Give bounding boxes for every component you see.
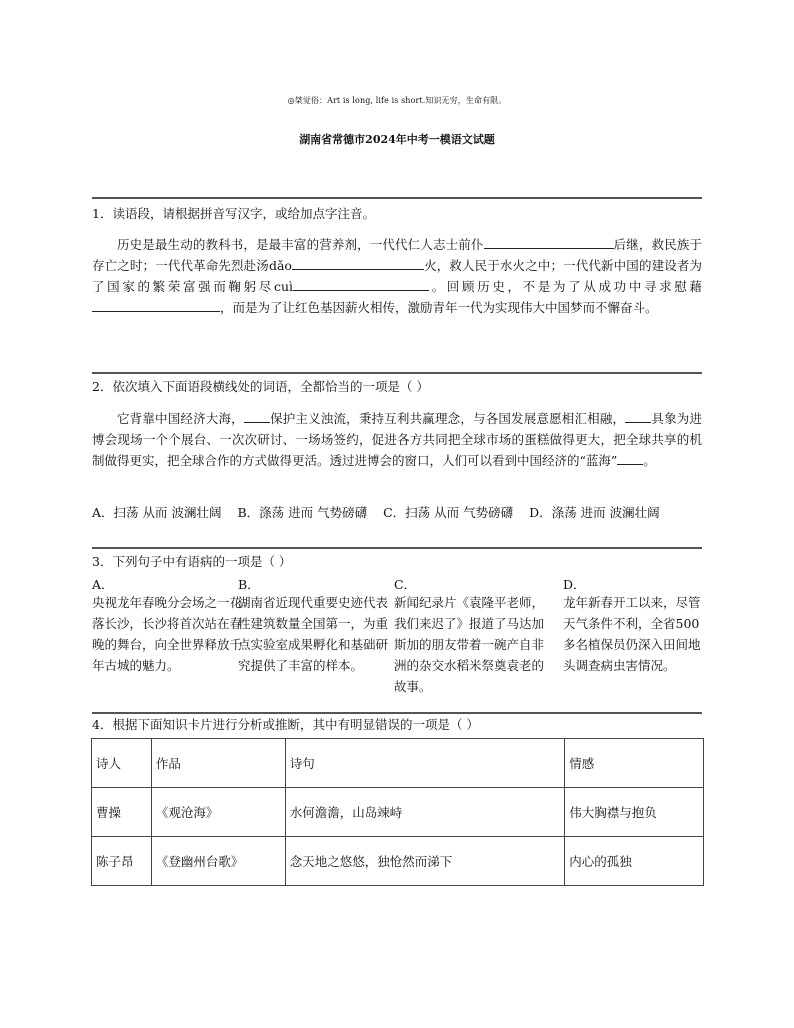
page-title: 湖南省常德市2024年中考一模语文试题 (299, 133, 495, 146)
q2-blank-2[interactable] (625, 408, 651, 423)
q1-text-5: ，而是为了让红色基因薪火相传，激励青年一代为实现伟大中国梦而不懈奋斗。 (220, 300, 658, 315)
divider (92, 712, 702, 714)
q1-passage (92, 234, 702, 318)
q2-option-d[interactable]: D．涤荡 进而 波澜壮阔 (529, 505, 660, 520)
q1-blank-4[interactable] (92, 297, 220, 312)
q4-stem: 4．根据下面知识卡片进行分析或推断，其中有明显错误的一项是（ ） (92, 717, 479, 732)
q3-option-b[interactable] (238, 578, 388, 676)
table-row (92, 837, 704, 886)
table-header-cell: 诗人 (92, 739, 152, 788)
table-row (92, 788, 704, 837)
q2-option-a[interactable]: A．扫荡 从而 波澜壮阔 (92, 505, 222, 520)
divider (92, 372, 702, 374)
q1-blank-3[interactable] (293, 276, 429, 291)
q2-option-c[interactable]: C．扫荡 从而 气势磅礴 (383, 505, 514, 520)
q1-stem: 1．读语段，请根据拼音写汉字，或给加点字注音。 (92, 206, 375, 221)
q3-stem: 3．下列句子中有语病的一项是（ ） (92, 554, 292, 569)
q1-blank-1[interactable] (484, 234, 614, 249)
q3-option-b-text: 湖南省近现代重要史迹代表性建筑数量全国第一，为重点实验室成果孵化和基础研究提供了丰富的样本。 (238, 595, 389, 673)
table-cell: 陈子昂 (92, 837, 152, 886)
header-motto: ◎桀觉俗：Art is long, life is short.知识无穷，生命有限。 (287, 96, 507, 105)
q2-stem: 2．依次填入下面语段横线处的词语，全都恰当的一项是（ ） (92, 379, 429, 394)
q3-option-d[interactable] (563, 578, 702, 676)
table-cell: 伟大胸襟与抱负 (565, 788, 704, 837)
knowledge-card-table (91, 738, 704, 886)
q3-option-b-label: B． (238, 577, 260, 592)
q3-option-a[interactable] (92, 578, 242, 676)
table-cell: 《登幽州台歌》 (151, 837, 285, 886)
q3-option-d-label: D． (563, 577, 586, 592)
q3-option-a-text: 央视龙年春晚分会场之一花落长沙，长沙将首次站在春晚的舞台，向全世界释放千年古城的魅力。 (92, 595, 243, 673)
q2-text-3: 具象为进博会现场一个个展台、一次次研讨、一场场签约，促进各方共同把全球市场的蛋糕做得更大，把全球共享的机制做得更实，把全球合作的方式做得更活。透过进博会的窗口，人们可以看到中国经济的“蓝海” (92, 411, 702, 468)
divider (92, 547, 702, 549)
q3-option-d-text: 龙年新春开工以来，尽管天气条件不利，全省500多名植保员仍深入田间地头调查病虫害情况。 (563, 595, 701, 673)
table-cell: 内心的孤独 (565, 837, 704, 886)
q1-text-1: 历史是最生动的教科书，是最丰富的营养剂，一代代仁人志士前仆 (117, 237, 484, 252)
table-header-row (92, 739, 704, 788)
q2-blank-1[interactable] (244, 408, 270, 423)
q1-text-2: 后继，救民族于存亡之时；一代代革命先烈赴汤dǎo (92, 237, 702, 273)
q2-text-4: 。 (643, 453, 656, 468)
q3-option-c-label: C． (394, 577, 417, 592)
divider (92, 197, 702, 199)
q1-text-4: 。回顾历史，不是为了从成功中寻求慰藉 (429, 279, 702, 294)
table-header-cell: 诗句 (285, 739, 565, 788)
q3-option-c-text: 新闻纪录片《袁隆平老师，我们来迟了》报道了马达加斯加的朋友带着一碗产自非洲的杂交水稻米祭奠袁老的故事。 (394, 595, 545, 694)
q2-blank-3[interactable] (617, 450, 643, 465)
q2-options (92, 503, 702, 521)
q1-blank-2[interactable] (292, 255, 424, 270)
q2-text-2: 保护主义浊流，秉持互利共赢理念，与各国发展意愿相汇相融， (269, 411, 626, 426)
table-cell: 曹操 (92, 788, 152, 837)
table-header-cell: 作品 (151, 739, 285, 788)
table-cell: 《观沧海》 (151, 788, 285, 837)
table-cell: 水何澹澹，山岛竦峙 (285, 788, 565, 837)
q2-text-1: 它背靠中国经济大海， (117, 411, 244, 426)
table-header-cell: 情感 (565, 739, 704, 788)
q2-option-b[interactable]: B．涤荡 进而 气势磅礴 (237, 505, 368, 520)
table-cell: 念天地之悠悠，独怆然而涕下 (285, 837, 565, 886)
q2-passage (92, 408, 702, 471)
q1-text-3: 火，救人民于水火之中；一代代新中国的建设者为了国家的繁荣富强而鞠躬尽cuì (92, 258, 702, 294)
q3-option-c[interactable] (394, 578, 544, 697)
q3-option-a-label: A． (92, 577, 114, 592)
